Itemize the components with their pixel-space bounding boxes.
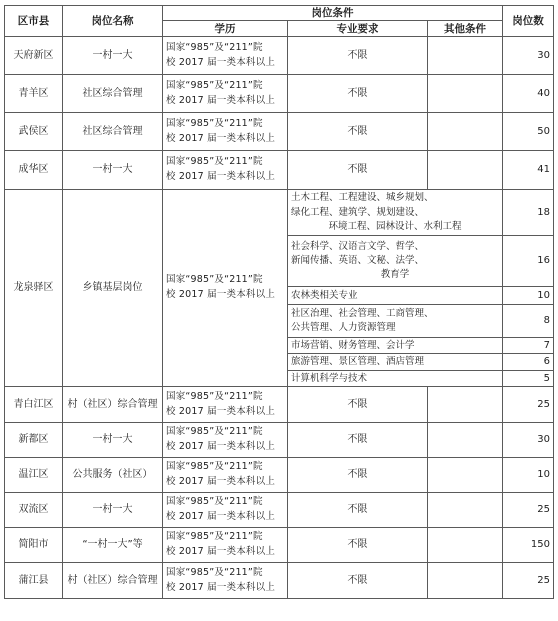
major-cell: [288, 305, 503, 338]
major-cell: 不限: [288, 37, 428, 75]
major-cell: [288, 338, 503, 354]
position-cell: 一村一大: [63, 493, 163, 528]
major-cell: 不限: [288, 493, 428, 528]
table-row: [5, 563, 554, 599]
header-position-name: 岗位名称: [63, 6, 163, 37]
major-cell: 不限: [288, 113, 428, 151]
table-row: [5, 190, 554, 236]
count-cell: 30: [503, 423, 554, 458]
count-cell: 150: [503, 528, 554, 563]
table-row: [5, 113, 554, 151]
district-cell: 简阳市: [5, 528, 63, 563]
education-line-1: 国家“985”及“211”院: [166, 461, 263, 473]
education-line-2: 校 2017 届一类本科以上: [166, 511, 276, 523]
position-cell: 公共服务（社区）: [63, 458, 163, 493]
count-cell: 16: [503, 236, 554, 287]
header-district: 区市县: [5, 6, 63, 37]
major-cell: [288, 354, 503, 371]
table-body: [5, 37, 554, 599]
education-line-2: 校 2017 届一类本科以上: [166, 56, 276, 68]
education-line-2: 校 2017 届一类本科以上: [166, 476, 276, 488]
education-line-2: 校 2017 届一类本科以上: [166, 441, 276, 453]
district-cell: 青白江区: [5, 387, 63, 423]
header-other: 其他条件: [428, 21, 503, 37]
count-cell: 6: [503, 354, 554, 371]
major-cell: [288, 236, 503, 287]
header-count: 岗位数: [503, 6, 554, 37]
education-line-1: 国家“985”及“211”院: [166, 426, 263, 438]
major-line: 绿化工程、建筑学、规划建设、: [291, 206, 425, 218]
position-cell: 乡镇基层岗位: [63, 190, 163, 387]
table-row: [5, 528, 554, 563]
education-cell: [163, 493, 288, 528]
major-line: 市场营销、财务管理、会计学: [291, 339, 415, 351]
major-line: 计算机科学与技术: [291, 372, 368, 384]
major-cell: 不限: [288, 563, 428, 599]
education-line-2: 校 2017 届一类本科以上: [166, 405, 276, 417]
education-line-1: 国家“985”及“211”院: [166, 117, 263, 129]
major-line: 教育学: [380, 269, 410, 281]
count-cell: 30: [503, 37, 554, 75]
district-cell: 青羊区: [5, 75, 63, 113]
district-cell: 蒲江县: [5, 563, 63, 599]
count-cell: 40: [503, 75, 554, 113]
count-cell: 25: [503, 493, 554, 528]
education-cell: [163, 75, 288, 113]
major-cell: 不限: [288, 423, 428, 458]
recruitment-table: [4, 5, 554, 599]
position-cell: 村（社区）综合管理: [63, 563, 163, 599]
other-cell: [428, 458, 503, 493]
education-cell: [163, 190, 288, 387]
major-line: 社区治理、社会管理、工商管理、: [291, 307, 434, 319]
table-row: [5, 458, 554, 493]
education-cell: [163, 423, 288, 458]
education-line-2: 校 2017 届一类本科以上: [166, 94, 276, 106]
other-cell: [428, 493, 503, 528]
district-cell: 温江区: [5, 458, 63, 493]
major-cell: 不限: [288, 151, 428, 190]
education-line-2: 校 2017 届一类本科以上: [166, 581, 276, 593]
count-cell: 5: [503, 371, 554, 387]
district-cell: 双流区: [5, 493, 63, 528]
education-cell: [163, 151, 288, 190]
count-cell: 10: [503, 458, 554, 493]
position-cell: 一村一大: [63, 423, 163, 458]
education-line-1: 国家“985”及“211”院: [166, 390, 263, 402]
district-cell: 新都区: [5, 423, 63, 458]
education-cell: [163, 37, 288, 75]
table-row: [5, 387, 554, 423]
major-cell: 不限: [288, 75, 428, 113]
district-cell: 龙泉驿区: [5, 190, 63, 387]
count-cell: 25: [503, 387, 554, 423]
other-cell: [428, 75, 503, 113]
other-cell: [428, 528, 503, 563]
other-cell: [428, 151, 503, 190]
major-line: 环境工程、园林设计、水利工程: [328, 220, 462, 232]
education-line-2: 校 2017 届一类本科以上: [166, 546, 276, 558]
education-line-1: 国家“985”及“211”院: [166, 566, 263, 578]
district-cell: 成华区: [5, 151, 63, 190]
education-cell: [163, 113, 288, 151]
other-cell: [428, 423, 503, 458]
count-cell: 50: [503, 113, 554, 151]
education-line-1: 国家“985”及“211”院: [166, 156, 263, 168]
position-cell: “一村一大”等: [63, 528, 163, 563]
table-row: [5, 75, 554, 113]
position-cell: 一村一大: [63, 151, 163, 190]
count-cell: 25: [503, 563, 554, 599]
other-cell: [428, 387, 503, 423]
header-conditions: 岗位条件: [163, 6, 503, 21]
major-cell: [288, 287, 503, 305]
education-line-1: 国家“985”及“211”院: [166, 41, 263, 53]
other-cell: [428, 37, 503, 75]
other-cell: [428, 113, 503, 151]
count-cell: 10: [503, 287, 554, 305]
education-line-1: 国家“985”及“211”院: [166, 79, 263, 91]
education-line-2: 校 2017 届一类本科以上: [166, 289, 276, 301]
count-cell: 18: [503, 190, 554, 236]
major-line: 社会科学、汉语言文学、哲学、: [291, 240, 425, 252]
position-cell: 一村一大: [63, 37, 163, 75]
education-cell: [163, 387, 288, 423]
major-line: 农林类相关专业: [291, 289, 358, 301]
position-cell: 村（社区）综合管理: [63, 387, 163, 423]
count-cell: 41: [503, 151, 554, 190]
major-cell: 不限: [288, 387, 428, 423]
education-cell: [163, 458, 288, 493]
table-row: [5, 423, 554, 458]
table-row: [5, 151, 554, 190]
other-cell: [428, 563, 503, 599]
header-education: 学历: [163, 21, 288, 37]
table-row: [5, 493, 554, 528]
major-line: 土木工程、工程建设、城乡规划、: [291, 192, 434, 204]
education-line-2: 校 2017 届一类本科以上: [166, 171, 276, 183]
major-cell: [288, 371, 503, 387]
education-line-1: 国家“985”及“211”院: [166, 531, 263, 543]
position-cell: 社区综合管理: [63, 113, 163, 151]
major-line: 旅游管理、景区管理、酒店管理: [291, 356, 425, 368]
count-cell: 8: [503, 305, 554, 338]
education-cell: [163, 563, 288, 599]
education-line-1: 国家“985”及“211”院: [166, 274, 263, 286]
major-cell: 不限: [288, 528, 428, 563]
major-line: 公共管理、人力资源管理: [291, 322, 396, 334]
education-line-2: 校 2017 届一类本科以上: [166, 132, 276, 144]
position-cell: 社区综合管理: [63, 75, 163, 113]
major-cell: 不限: [288, 458, 428, 493]
district-cell: 天府新区: [5, 37, 63, 75]
count-cell: 7: [503, 338, 554, 354]
education-line-1: 国家“985”及“211”院: [166, 496, 263, 508]
major-cell: [288, 190, 503, 236]
district-cell: 武侯区: [5, 113, 63, 151]
header-major: 专业要求: [288, 21, 428, 37]
major-line: 新闻传播、英语、文秘、法学、: [291, 255, 425, 267]
table-row: [5, 37, 554, 75]
education-cell: [163, 528, 288, 563]
